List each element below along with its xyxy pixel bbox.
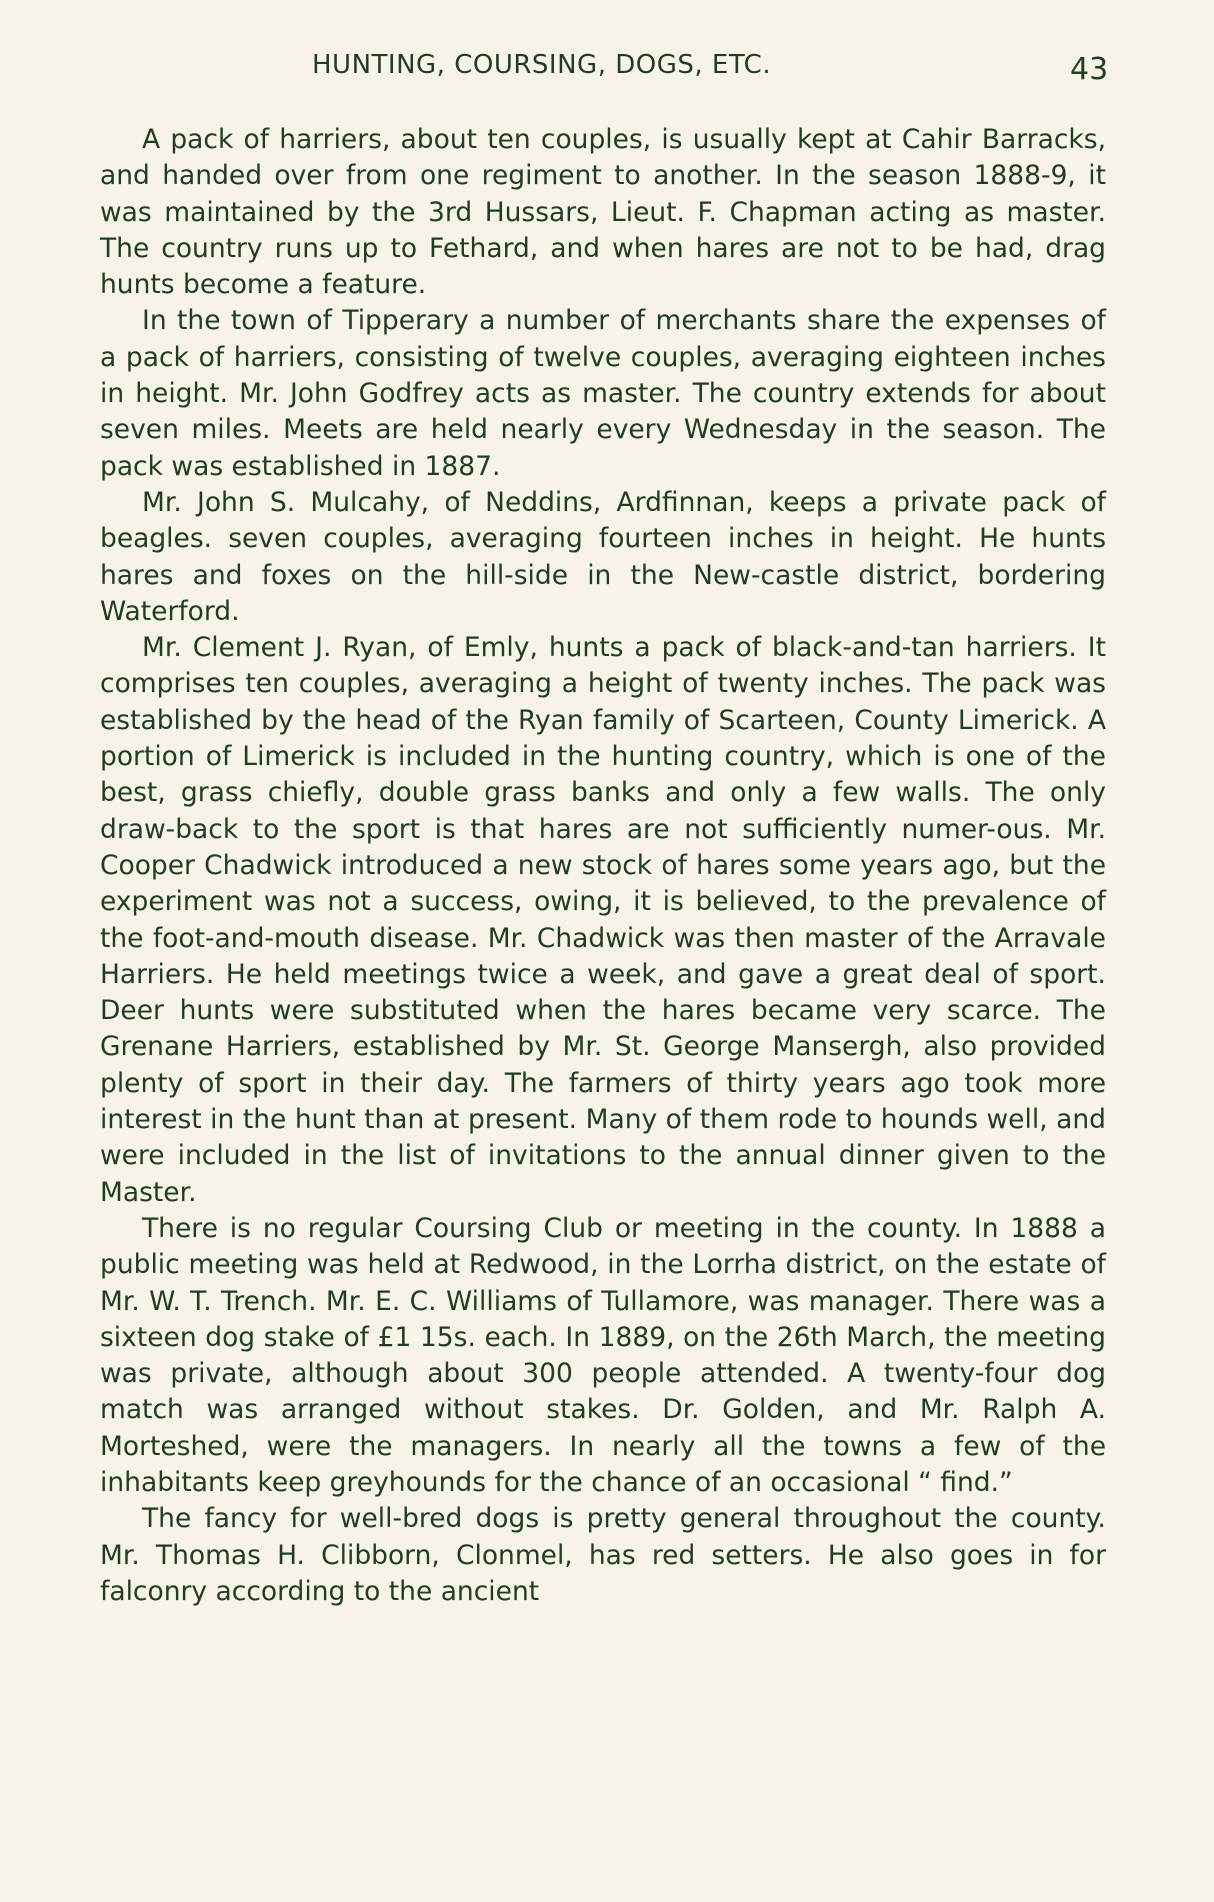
paragraph-ryan-harriers: Mr. Clement J. Ryan, of Emly, hunts a pack of black-and-tan harriers. It comprises ten couples, averaging a height of twenty inches. The pack was established by the head of the Ryan family of Scarteen, County Limerick. A portion of Limerick is included in the hunting country, which is one of the best, grass chiefly, double grass banks and only a few walls. The only draw-back to the sport is that hares are not sufficiently numer-ous. Mr. Cooper Chadwick introduced a new stock of hares some years ago, but the experiment was not a success, owing, it is believed, to the prevalence of the foot-and-mouth disease. Mr. Chadwick was then master of the Arravale Harriers. He held meetings twice a week, and gave a great deal of sport. Deer hunts were substituted when the hares became very scarce. The Grenane Harriers, established by Mr. St. George Mansergh, also provided plenty of sport in their day. The farmers of thirty years ago took more interest in the hunt than at present. Many of them rode to hounds well, and were included in the list of invitations to the annual dinner given to the Master. <box>100 632 1106 1208</box>
paragraph-coursing: There is no regular Coursing Club or meeting in the county. In 1888 a public meeting was held at Redwood, in the Lorrha district, on the estate of Mr. W. T. Trench. Mr. E. C. Williams of Tullamore, was manager. There was a sixteen dog stake of £1 15s. each. In 1889, on the 26th March, the meeting was private, although about 300 people attended. A twenty-four dog match was arranged without stakes. Dr. Golden, and Mr. Ralph A. Morteshed, were the managers. In nearly all the towns a few of the inhabitants keep greyhounds for the chance of an occasional “ find.” <box>100 1212 1106 1498</box>
page-number: 43 <box>1070 52 1109 87</box>
paragraph-dogs-fancy: The fancy for well-bred dogs is pretty general throughout the county. Mr. Thomas H. Clibborn, Clonmel, has red setters. He also goes in for falconry according to the ancient <box>100 1503 1106 1607</box>
paragraph-tipperary-harriers: In the town of Tipperary a number of merchants share the expenses of a pack of harriers, consisting of twelve couples, averaging eighteen inches in height. Mr. John Godfrey acts as master. The country extends for about seven miles. Meets are held nearly every Wednesday in the season. The pack was established in 1887. <box>100 305 1106 482</box>
paragraph-mulcahy-beagles: Mr. John S. Mulcahy, of Neddins, Ardfinnan, keeps a private pack of beagles. seven couples, averaging fourteen inches in height. He hunts hares and foxes on the hill-side in the New-castle district, bordering Waterford. <box>100 486 1106 627</box>
running-head: HUNTING, COURSING, DOGS, ETC. <box>312 50 772 80</box>
paragraph-cahir-barracks: A pack of harriers, about ten couples, is usually kept at Cahir Barracks, and handed over from one regiment to another. In the season 1888-9, it was maintained by the 3rd Hussars, Lieut. F. Chapman acting as master. The country runs up to Fethard, and when hares are not to be had, drag hunts become a feature. <box>100 124 1106 301</box>
body-text <box>100 122 1106 1610</box>
